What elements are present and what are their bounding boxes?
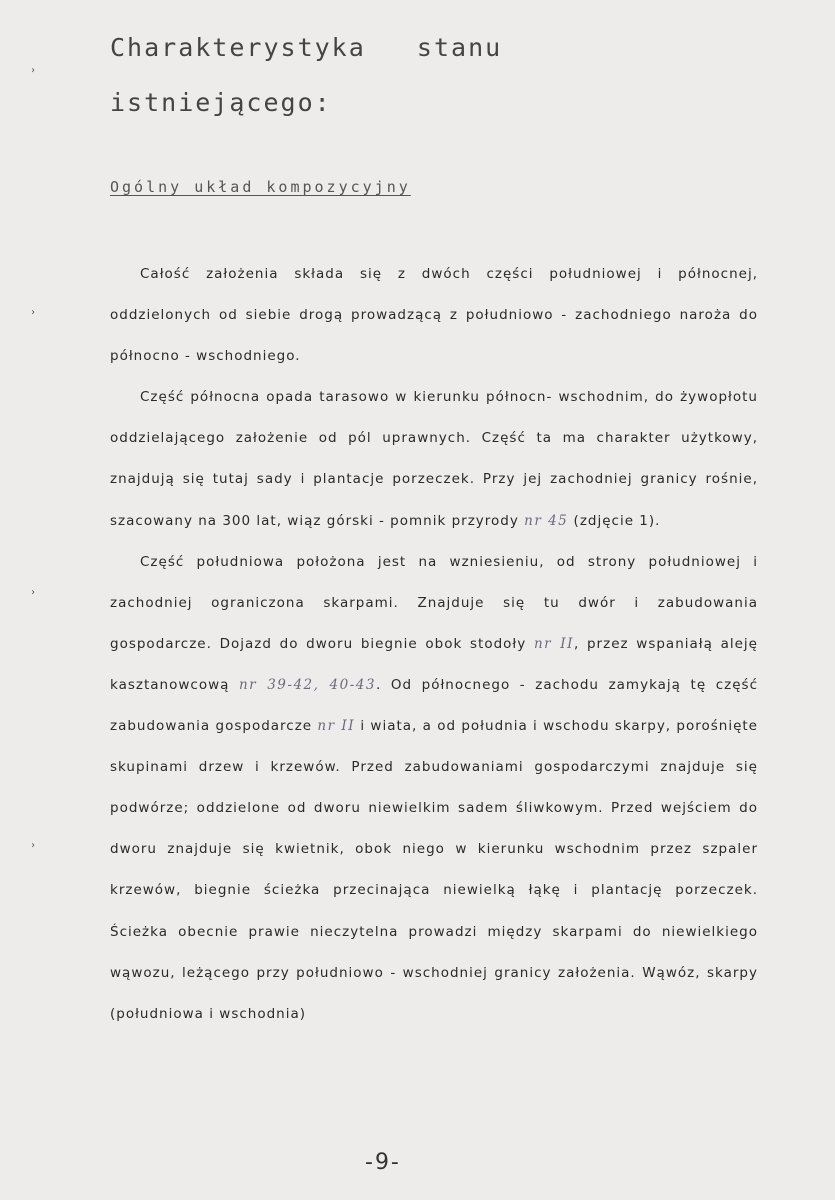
binding-hole-mark: › [30,587,37,598]
heading-line-2: istniejącego: [110,88,332,117]
paragraph-2 [110,377,758,541]
inventory-ref: nr 45 [524,512,569,529]
paragraph-3 [110,542,758,1035]
page-number: -9- [365,1150,401,1175]
paragraph-3-text-1: Część południowa położona jest na wzniesieniu, od strony południowej i zachodniej ograniczona skarpami. Znajduje się tu dwór i zabudowania gospodarcze. Dojazd do dworu biegnie obok stodoły [110,553,758,652]
paragraph-1-text-1: Całość założenia składa się z dwóch części południowej i północnej, oddzielonych od siebie drogą prowadzącą z południowo - zachodniego naroża do północno - wschodniego. [110,266,758,365]
paragraph-2-text-2: (zdjęcie 1). [568,512,661,529]
paragraph-3-text-4: i wiata, a od południa i wschodu skarpy, porośnięte skupinami drzew i krzewów. Przed zabudowaniami gospodarczymi znajduje się podwórze; oddzielone od dworu niewielkim sadem śliwkowym. Przed wejściem do dworu znajduje się kwietnik, obok niego w kierunku wschodnim przez szpaler krzewów, biegnie ścieżka przecinająca niewielką łąkę i plantację porzeczek. Ścieżka obecnie prawie nieczytelna prowadzi między skarpami do niewielkiego wąwozu, leżącego przy południowo - wschodniej granicy założenia. Wąwóz, skarpy (południowa i wschodnia) [110,718,758,1022]
paragraph-1 [110,254,758,377]
heading-line-1: Charakterystyka stanu [110,33,503,62]
inventory-ref: nr 39-42, 40-43 [238,676,376,693]
paragraph-3-text-2: , przez wspaniałą aleję kasztanowcową [110,635,758,693]
inventory-ref: nr II [317,718,356,735]
binding-hole-mark: › [30,65,37,76]
inventory-ref: nr II [533,635,574,652]
binding-hole-mark: › [30,840,37,851]
paragraph-2-text-1: Część północna opada tarasowo w kierunku północn- wschodnim, do żywopłotu oddzielającego założenie od pól uprawnych. Część ta ma charakter użytkowy, znajdują się tutaj sady i plantacje porzeczek. Przy jej zachodniej granicy rośnie, szacowany na 300 lat, wiąz górski - pomnik przyrody [110,389,758,529]
binding-hole-mark: › [30,307,37,318]
paragraph-3-text-3: . Od północnego - zachodu zamykają tę część zabudowania gospodarcze [110,676,758,735]
section-subheading: Ogólny układ kompozycyjny [110,178,411,196]
body-text [110,254,758,1035]
